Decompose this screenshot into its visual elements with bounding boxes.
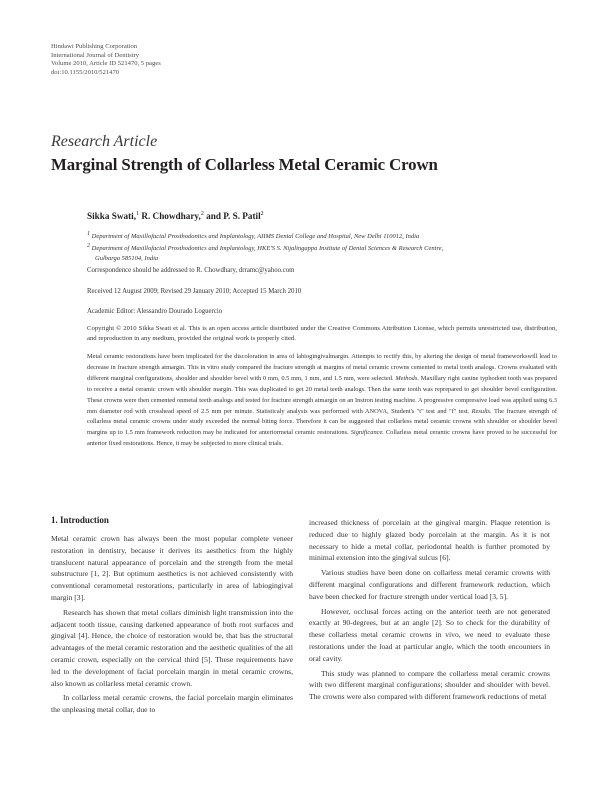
affiliation-2-marker: 2 bbox=[87, 242, 90, 249]
section-heading-introduction: 1. Introduction bbox=[51, 515, 109, 525]
journal-header bbox=[51, 43, 161, 77]
publisher-line: Hindawi Publishing Corporation bbox=[51, 43, 138, 50]
results-label: Results. bbox=[471, 407, 492, 415]
editor-line: Academic Editor: Alessandro Dourado Loguercio bbox=[87, 308, 223, 315]
author-3: and P. S. Patil bbox=[203, 211, 261, 222]
intro-paragraph-2: Research has shown that metal collars diminish light transmission into the adjacent tooth tissue, causing darkened appearance of both root surfaces and gingival [4]. Hence, the choice of restoration would be, that has the structural advantages of the metal ceramic restoration and the aesthetic qualities of the all ceramic crown, especially on the cervical third [5]. These requirements have led to the development of facial porcelain margin in metal ceramic crowns, also known as collarless metal ceramic crown. bbox=[51, 607, 293, 688]
right-column bbox=[309, 517, 550, 703]
abstract-intro: Metal ceramic restorations have been implicated for the discoloration in area of labiogingivalmargin. Attempts to rectify this, by altering the design of metal frameworkswill lead to decrease in fracture strength atmargin. This in vitro study compared the fracture strength at margins of metal ceramic crowns cemented to metal tooth analogs. Crowns evaluated with different marginal configurations, shoulder and shoulder bevel with 0 mm, 0.5 mm, 1 mm, and 1.5 mm, were selected. bbox=[87, 353, 557, 382]
intro-paragraph-1: Metal ceramic crown has always been the most popular complete veneer restoration in dentistry, because it derives its aesthetics from the highly translucent natural appearance of porcelain and the strength from the metal substructure [1, 2]. But optimum aesthetics is not achieved consistently with conventional ceramometal restorations, particularly in area of labiogingival margin [3]. bbox=[51, 534, 293, 602]
abstract bbox=[87, 352, 557, 450]
affiliation-1-text: Department of Maxillofacial Prosthodontics and Implantology, AIIMS Dental College and Hospital, New Delhi 110012, India bbox=[90, 233, 420, 241]
dates-line: Received 12 August 2009; Revised 29 January 2010; Accepted 15 March 2010 bbox=[87, 288, 302, 295]
abstract-significance: Collarless metal ceramic crowns have proved to be successful for anterior fixed restorations. Hence, it may be subjected to more clinical trials. bbox=[87, 429, 557, 448]
left-column bbox=[51, 533, 293, 716]
author-2-affil: 2 bbox=[200, 211, 204, 217]
correspondence-line: Correspondence should be addressed to R. Chowdhary, drramc@yahoo.com bbox=[87, 267, 295, 274]
affiliation-1-marker: 1 bbox=[87, 231, 90, 237]
author-1-affil: 1 bbox=[136, 211, 140, 217]
intro-paragraph-3-cont: increased thickness of porcelain at the gingival margin. Plaque retention is reduced due to highly glazed body porcelain at the margin. As it is not necessary to hide a metal collar, periodontal health is further promoted by minimal extension into the gingival sulcus [6]. bbox=[309, 518, 550, 563]
affiliations bbox=[87, 230, 557, 263]
copyright-notice: Copyright © 2010 Sikka Swati et al. This is an open access article distributed under the Creative Commons Attribution License, which permits unrestricted use, distribution, and reproduction in any medium, provided the original work is properly cited. bbox=[87, 325, 557, 343]
author-2: R. Chowdhary, bbox=[139, 211, 201, 222]
affiliation-2-city: Gulbarga 585104, India bbox=[95, 254, 159, 262]
abstract-results: The fracture strength of collarless metal ceramic crowns under study exceeded the normal biting force. Therefore it can be suggested that collarless metal ceramic crowns with shoulder or shoulder bevel margins up to 1.5 mm framework reduction may be indicated for anteriormetal ceramic restorations. bbox=[87, 407, 557, 437]
affiliation-1 bbox=[87, 230, 557, 242]
doi-line: doi:10.1155/2010/521470 bbox=[51, 68, 120, 76]
abstract-methods: Maxillary right canine typhodont tooth was prepared to receive a metal ceramic crown with shoulder margin. This was duplicated to get 20 metal teeth analogs. Then the same tooth was reprepared to get shoulder bevel configuration. These crowns were then cemented onmetal teeth analogs and tested for fracture strength atmargin on an Instron testing machine. A progressive compressive load was applied using 6.3 mm diameter rod with crosshead speed of 2.5 mm per minute. Statisticaly analysis was performed with ANOVA, Student's "t" test and "f" test. bbox=[87, 374, 557, 415]
affiliation-2 bbox=[87, 242, 557, 254]
intro-paragraph-3: In collarless metal ceramic crowns, the facial porcelain margin eliminates the unpleasing metal collar, due to bbox=[51, 693, 293, 715]
article-type: Research Article bbox=[51, 133, 158, 150]
author-list bbox=[87, 211, 264, 221]
author-3-affil: 2 bbox=[260, 211, 264, 217]
intro-paragraph-5: However, occlusal forces acting on the anterior teeth are not generated exactly at 90-degrees, but at an angle [2]. So to check for the durability of these collarless metal ceramic crowns in vivo, we need to evaluate these restorations under the load at particular angle, which the tooth encounters in oral cavity. bbox=[309, 606, 550, 663]
significance-label: Significance. bbox=[350, 429, 384, 437]
author-1: Sikka Swati, bbox=[87, 211, 137, 222]
affiliation-2-text: Department of Maxillofacial Prosthodontics and Implantology, HKE'S S. Nijalingappa Institute of Dental Sciences & Research Centre, bbox=[90, 244, 444, 252]
intro-paragraph-4: Various studies have been done on collarless metal ceramic crowns with different marginal configurations and different framework reduction, which have been checked for fracture strength under vertical load [3, 5]. bbox=[309, 568, 550, 601]
intro-paragraph-6: This study was planned to compare the collarless metal ceramic crowns with two different marginal configurations; shoulder and shoulder with bevel. The crowns were also compared with different framework reductions of metal bbox=[309, 668, 550, 702]
methods-label: Methods. bbox=[395, 374, 419, 382]
journal-name: International Journal of Dentistry bbox=[51, 51, 140, 59]
volume-line: Volume 2010, Article ID 521470, 5 pages bbox=[51, 60, 161, 68]
article-title: Marginal Strength of Collarless Metal Ceramic Crown bbox=[51, 155, 438, 174]
